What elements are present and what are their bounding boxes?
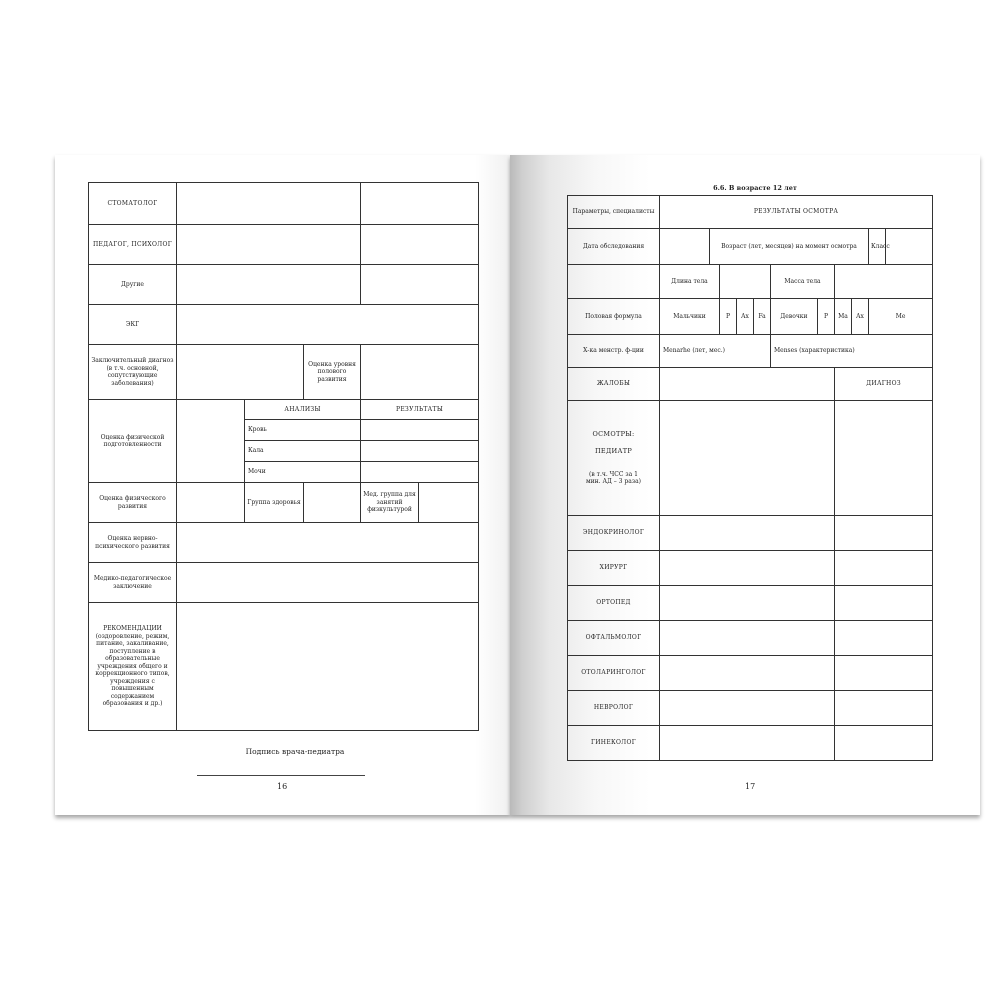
row-sex-formula [568, 299, 933, 335]
specialist-label: ЭНДОКРИНОЛОГ [568, 516, 660, 551]
page-number-left: 16 [277, 782, 288, 791]
row-stomatolog [89, 183, 479, 225]
signature-line[interactable] [197, 775, 365, 776]
ocenka-fiz-podgot-field[interactable] [177, 400, 245, 483]
gruppa-zdorovya-field[interactable] [304, 483, 361, 523]
row-spec-0 [568, 516, 933, 551]
date-field[interactable] [660, 229, 710, 265]
date-label: Дата обследования [568, 229, 660, 265]
ocenka-nervno-label: Оценка нервно-психического развития [89, 523, 177, 563]
girls-code-me: Me [869, 299, 933, 335]
ocenka-urovnya-label: Оценка уровня полового развития [304, 345, 361, 400]
open-booklet [55, 155, 980, 820]
specialist-diagnosis-field[interactable] [835, 551, 933, 586]
specialist-label: ОРТОПЕД [568, 586, 660, 621]
length-field[interactable] [720, 265, 771, 299]
pediatr-label: ПЕДИАТР [594, 446, 633, 455]
row-med-ped [89, 563, 479, 603]
menses-char-label: Menses (характеристика) [771, 335, 933, 368]
pediatr-note: (в т.ч. ЧСС за 1 мин. АД – 3 раза) [585, 470, 642, 486]
specialist-field[interactable] [660, 551, 835, 586]
analizy-header: АНАЛИЗЫ [245, 400, 361, 420]
mass-label: Масса тела [771, 265, 835, 299]
row-menses [568, 335, 933, 368]
right-form-table [567, 195, 933, 761]
body-measure-empty [568, 265, 660, 299]
ocenka-fiz-razv-field[interactable] [177, 483, 245, 523]
class-field[interactable] [886, 229, 933, 265]
med-gruppa-label: Мед. группа для занятий физкультурой [361, 483, 419, 523]
row-spec-2 [568, 586, 933, 621]
zakl-diagnoz-field[interactable] [177, 345, 304, 400]
specialist-diagnosis-field[interactable] [835, 691, 933, 726]
pediatr-cell [568, 401, 660, 516]
boys-code-p: Р [720, 299, 737, 335]
specialist-diagnosis-field[interactable] [835, 516, 933, 551]
sex-formula-label: Половая формула [568, 299, 660, 335]
specialist-diagnosis-field[interactable] [835, 621, 933, 656]
mocha-result[interactable] [361, 462, 479, 483]
ocenka-fiz-podgot-label: Оценка физической подготовленности [89, 400, 177, 483]
params-label: Параметры, специалисты [568, 196, 660, 229]
mocha-label: Мочи [245, 462, 361, 483]
signature-label: Подпись врача-педиатра [245, 747, 345, 756]
length-label: Длина тела [660, 265, 720, 299]
drugie-field[interactable] [177, 265, 361, 305]
pedagog-field-2[interactable] [361, 225, 479, 265]
right-page [510, 155, 980, 815]
specialist-field[interactable] [660, 691, 835, 726]
med-ped-field[interactable] [177, 563, 479, 603]
zakl-diagnoz-label: Заключительный диагноз (в т.ч. основной, сопутствующие заболевания) [89, 345, 177, 400]
left-page [55, 155, 510, 815]
menses-label: Х-ка менстр. ф-ции [568, 335, 660, 368]
right-page-title: 6.6. В возрасте 12 лет [713, 184, 797, 192]
specialist-diagnosis-field[interactable] [835, 726, 933, 761]
row-params-header [568, 196, 933, 229]
row-drugie [89, 265, 479, 305]
row-ekg [89, 305, 479, 345]
row-analizy-header [89, 400, 479, 420]
pediatr-diagnosis-field[interactable] [835, 401, 933, 516]
boys-code-ax: Ax [737, 299, 754, 335]
girls-code-p: Р [818, 299, 835, 335]
specialist-label: ОФТАЛЬМОЛОГ [568, 621, 660, 656]
kal-result[interactable] [361, 441, 479, 462]
row-spec-3 [568, 621, 933, 656]
drugie-field-2[interactable] [361, 265, 479, 305]
ekg-label: ЭКГ [89, 305, 177, 345]
results-header: РЕЗУЛЬТАТЫ ОСМОТРА [660, 196, 933, 229]
row-spec-4 [568, 656, 933, 691]
stomatolog-field-2[interactable] [361, 183, 479, 225]
complaints-field[interactable] [660, 368, 835, 401]
specialist-label: НЕВРОЛОГ [568, 691, 660, 726]
specialist-label: ОТОЛАРИНГОЛОГ [568, 656, 660, 691]
row-pediatr [568, 401, 933, 516]
age-label: Возраст (лет, месяцев) на момент осмотра [710, 229, 869, 265]
menarhe-label: Menarhe (лет, мес.) [660, 335, 771, 368]
pedagog-label: ПЕДАГОГ, ПСИХОЛОГ [89, 225, 177, 265]
row-spec-5 [568, 691, 933, 726]
krov-result[interactable] [361, 420, 479, 441]
row-pedagog [89, 225, 479, 265]
girls-code-ma: Ma [835, 299, 852, 335]
kal-label: Кала [245, 441, 361, 462]
girls-label: Девочки [771, 299, 818, 335]
ocenka-urovnya-field[interactable] [361, 345, 479, 400]
boys-code-fa: Fa [754, 299, 771, 335]
specialist-field[interactable] [660, 726, 835, 761]
left-form-table [88, 182, 479, 731]
row-ocenka-nervno [89, 523, 479, 563]
specialist-label: ГИНЕКОЛОГ [568, 726, 660, 761]
row-spec-6 [568, 726, 933, 761]
specialist-field[interactable] [660, 516, 835, 551]
med-gruppa-field[interactable] [419, 483, 479, 523]
complaints-label: ЖАЛОБЫ [568, 368, 660, 401]
class-label: Класс [869, 229, 886, 265]
mass-field[interactable] [835, 265, 933, 299]
drugie-label: Другие [89, 265, 177, 305]
ocenka-nervno-field[interactable] [177, 523, 479, 563]
stomatolog-label: СТОМАТОЛОГ [89, 183, 177, 225]
pedagog-field[interactable] [177, 225, 361, 265]
specialist-diagnosis-field[interactable] [835, 656, 933, 691]
gruppa-zdorovya-label: Группа здоровья [245, 483, 304, 523]
specialist-field[interactable] [660, 586, 835, 621]
diagnosis-label: ДИАГНОЗ [835, 368, 933, 401]
row-date [568, 229, 933, 265]
med-ped-label: Медико-педагогическое заключение [89, 563, 177, 603]
specialist-diagnosis-field[interactable] [835, 586, 933, 621]
girls-code-ax: Ax [852, 299, 869, 335]
stomatolog-field[interactable] [177, 183, 361, 225]
ocenka-fiz-razv-label: Оценка физического развития [89, 483, 177, 523]
page-number-right: 17 [745, 782, 756, 791]
krov-label: Кровь [245, 420, 361, 441]
rekomendacii-label: РЕКОМЕНДАЦИИ (оздоровление, режим, питание, закаливание, поступление в образовательные учреждения общего и коррекционного типов, учреждения с повышенным содержанием образования и др.) [89, 603, 177, 731]
ekg-field[interactable] [177, 305, 479, 345]
row-rekomendacii [89, 603, 479, 731]
row-ocenka-fiz-razv [89, 483, 479, 523]
rezultaty-header: РЕЗУЛЬТАТЫ [361, 400, 479, 420]
row-complaints [568, 368, 933, 401]
specialist-field[interactable] [660, 621, 835, 656]
specialist-label: ХИРУРГ [568, 551, 660, 586]
osmotry-label: ОСМОТРЫ: [592, 430, 635, 439]
row-zakl-diagnoz [89, 345, 479, 400]
row-body-measure [568, 265, 933, 299]
boys-label: Мальчики [660, 299, 720, 335]
row-spec-1 [568, 551, 933, 586]
specialist-field[interactable] [660, 656, 835, 691]
rekomendacii-field[interactable] [177, 603, 479, 731]
pediatr-field[interactable] [660, 401, 835, 516]
